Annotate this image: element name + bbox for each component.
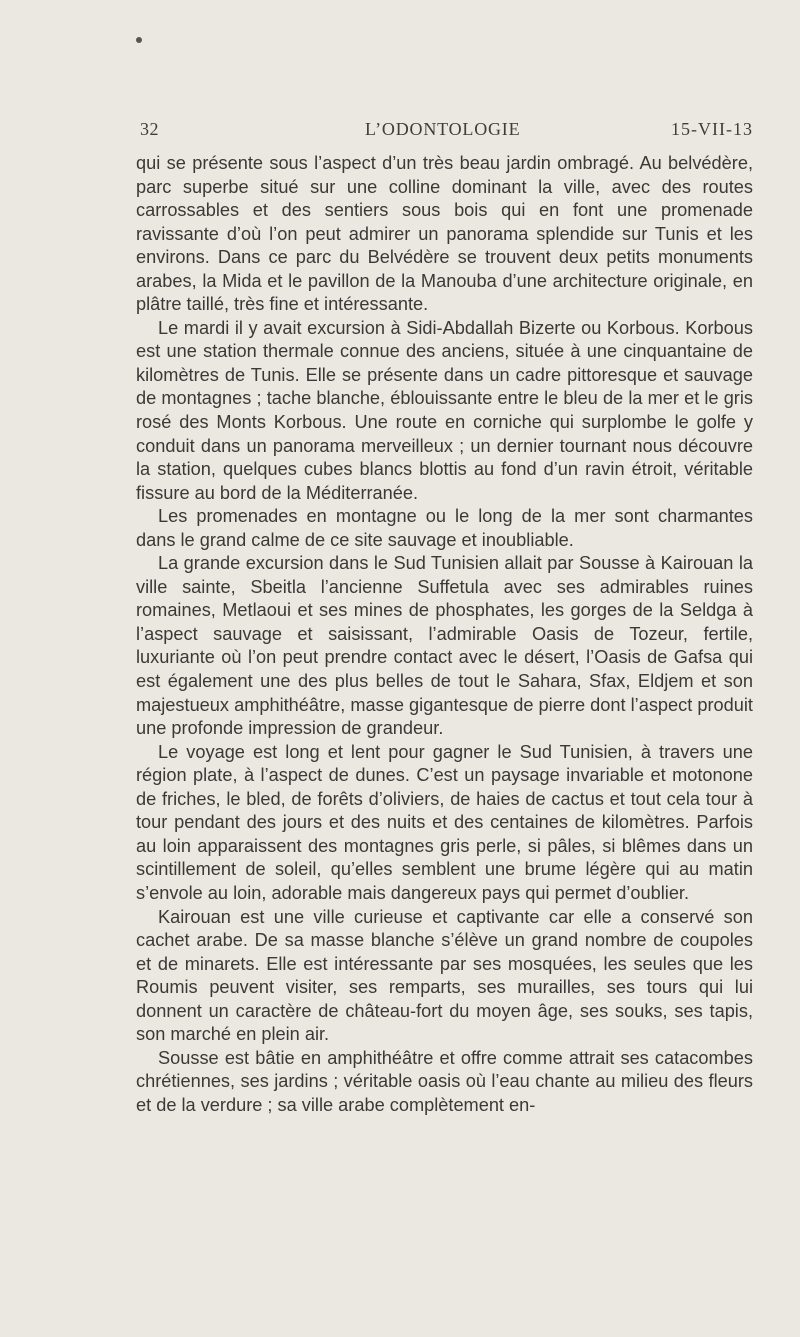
body-text — [136, 152, 753, 1117]
paragraph-promenades: Les promenades en montagne ou le long de la mer sont charmantes dans le grand calme de ce site sauvage et inoubliable. — [136, 506, 753, 550]
paragraph-korbous: Le mardi il y avait excursion à Sidi-Abdallah Bizerte ou Korbous. Korbous est une station thermale connue des anciens, située à une cinquantaine de kilomètres de Tunis. Elle se présente dans un cadre pittoresque et sauvage de montagnes ; tache blanche, éblouissante entre le bleu de la mer et le gris rosé des Monts Korbous. Une route en corniche qui surplombe le golfe y conduit dans un panorama merveilleux ; un dernier tournant nous découvre la station, quelques cubes blancs blottis au fond d’un ravin étroit, véritable fissure au bord de la Méditerranée. — [136, 317, 753, 503]
running-title: L’ODONTOLOGIE — [365, 119, 521, 139]
paragraph-sousse: Sousse est bâtie en amphithéâtre et offre comme attrait ses catacombes chrétiennes, ses jardins ; véritable oasis où l’eau chante au milieu des fleurs et de la verdure ; sa ville arabe complètement en- — [136, 1047, 753, 1115]
paragraph-sud-tunisien: La grande excursion dans le Sud Tunisien allait par Sousse à Kairouan la ville sainte, Sbeitla l’ancienne Suffetula avec ses admirables ruines romaines, Metlaoui et ses mines de phosphates, les gorges de la Seldga à l’aspect sauvage et saisissant, l’admirable Oasis de Tozeur, fertile, luxuriante où l’on peut prendre contact avec le désert, l’Oasis de Gafsa qui est également une des plus belles de tout le Sahara, Sfax, Eldjem et son majestueux amphithéâtre, masse gigantesque de pierre dont l’aspect produit une profonde impression de grandeur. — [136, 553, 753, 739]
page-number: 32 — [140, 119, 159, 139]
issue-date: 15-VII-13 — [671, 119, 753, 139]
paragraph-voyage: Le voyage est long et lent pour gagner le Sud Tunisien, à travers une région plate, à l’aspect de dunes. C’est un paysage invariable et motonone de friches, le bled, de forêts d’oliviers, de haies de cactus et tout cela tour à tour pendant des jours et des nuits et des centaines de kilomètres. Parfois au loin apparaissent des montagnes gris perle, si pâles, si blêmes dans un scintillement de soleil, qu’elles semblent une brume légère qui au matin s’envole au loin, adorable mais dangereux pays qui permet d’oublier. — [136, 741, 753, 903]
ink-speck — [136, 37, 142, 43]
page-header — [140, 119, 753, 143]
paragraph-belvedere: qui se présente sous l’aspect d’un très beau jardin ombragé. Au belvédère, parc superbe situé sur une colline dominant la ville, avec des routes carrossables et des sentiers sous bois qui en font une promenade ravissante d’où l’on peut admirer un panorama splendide sur Tunis et les environs. Dans ce parc du Belvédère se trouvent deux petits monuments arabes, la Mida et le pavillon de la Manouba d’une architecture originale, en plâtre taillé, très fine et intéressante. — [136, 153, 753, 315]
paragraph-kairouan: Kairouan est une ville curieuse et captivante car elle a conservé son cachet arabe. De sa masse blanche s’élève un grand nombre de coupoles et de minarets. Elle est intéressante par ses mosquées, les seules que les Roumis peuvent visiter, ses remparts, ses murailles, ses tours qui lui donnent un caractère de château-fort du moyen âge, ses souks, ses tapis, son marché en plein air. — [136, 906, 753, 1045]
